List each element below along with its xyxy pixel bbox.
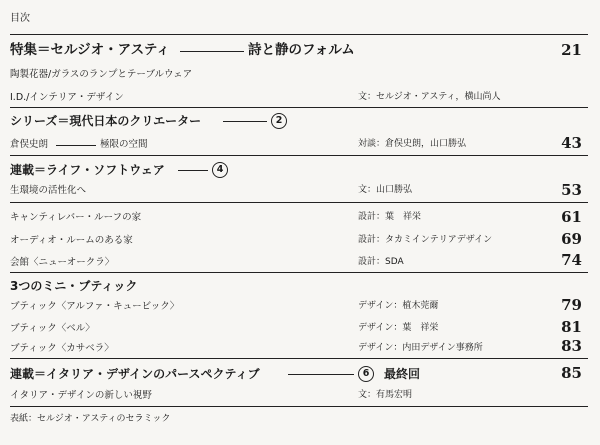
cover-note: 表紙：セルジオ・アスティのセラミック bbox=[10, 414, 171, 424]
serial-number-badge: 4 bbox=[212, 162, 228, 178]
italia-title: 連載＝イタリア・デザインのパースペクティブ bbox=[10, 367, 260, 381]
page-number[interactable]: 43 bbox=[561, 134, 582, 152]
page-number[interactable]: 21 bbox=[561, 41, 582, 59]
section-divider bbox=[10, 107, 588, 108]
credit: 設計：葉 祥栄 bbox=[358, 212, 422, 222]
boutiques-title: 3つのミニ・ブティック bbox=[10, 279, 138, 293]
page-number[interactable]: 74 bbox=[561, 251, 582, 269]
work-title: キャンティレバー・ルーフの家 bbox=[10, 212, 142, 223]
section-divider bbox=[10, 202, 588, 203]
series-number-badge: 2 bbox=[271, 113, 287, 129]
title-dash bbox=[180, 51, 244, 52]
section-divider bbox=[10, 358, 588, 359]
page-title: 目次 bbox=[10, 13, 30, 24]
credit: 文：山口勝弘 bbox=[358, 185, 413, 195]
feature-subitem: 陶製花器/ガラスのランプとテーブルウェア bbox=[10, 69, 193, 80]
feature-subtitle: 詩と静のフォルム bbox=[248, 42, 355, 58]
serial-item: 生環境の活性化へ bbox=[10, 185, 87, 196]
page-number[interactable]: 83 bbox=[561, 337, 582, 355]
page-number[interactable]: 61 bbox=[561, 208, 582, 226]
feature-title: 特集＝セルジオ・アスティ bbox=[10, 42, 170, 58]
feature-subitem: I.D./インテリア・デザイン bbox=[10, 92, 124, 103]
page-number[interactable]: 81 bbox=[561, 318, 582, 336]
title-dash bbox=[178, 170, 208, 171]
page-number[interactable]: 69 bbox=[561, 230, 582, 248]
page-number[interactable]: 53 bbox=[561, 181, 582, 199]
work-title: 会館〈ニューオークラ〉 bbox=[10, 257, 115, 268]
boutique-title: ブティック〈アルファ・キュービック〉 bbox=[10, 301, 180, 312]
credit: 設計：SDA bbox=[358, 257, 404, 267]
page-number[interactable]: 85 bbox=[561, 364, 582, 382]
work-title: オーディオ・ルームのある家 bbox=[10, 235, 133, 246]
credit: 文：有馬宏明 bbox=[358, 390, 413, 400]
credit: 文：セルジオ・アスティ，横山尚人 bbox=[358, 92, 501, 102]
italia-item: イタリア・デザインの新しい視野 bbox=[10, 390, 152, 401]
page-number[interactable]: 79 bbox=[561, 296, 582, 314]
credit: デザイン：内田デザイン事務所 bbox=[358, 343, 483, 353]
series-title: シリーズ＝現代日本のクリエーター bbox=[10, 114, 202, 128]
series-person: 倉俣史朗 bbox=[10, 139, 49, 150]
credit: デザイン：植木莞爾 bbox=[358, 301, 439, 311]
title-dash bbox=[223, 121, 267, 122]
boutique-title: ブティック〈ベル〉 bbox=[10, 323, 95, 334]
serial-title: 連載＝ライフ・ソフトウェア bbox=[10, 163, 165, 177]
series-subtitle: 極限の空間 bbox=[100, 139, 148, 150]
title-dash bbox=[288, 374, 354, 375]
section-divider bbox=[10, 272, 588, 273]
boutique-title: ブティック〈カサベラ〉 bbox=[10, 343, 114, 354]
italia-final-label: 最終回 bbox=[384, 367, 421, 381]
section-divider bbox=[10, 34, 588, 35]
italia-number-badge: 6 bbox=[358, 366, 374, 382]
title-dash bbox=[56, 145, 96, 146]
section-divider bbox=[10, 155, 588, 156]
credit: 設計：タカミインテリアデザイン bbox=[358, 235, 493, 245]
credit: デザイン：葉 祥栄 bbox=[358, 323, 439, 333]
credit: 対談：倉俣史朗，山口勝弘 bbox=[358, 139, 467, 149]
section-divider bbox=[10, 406, 588, 407]
